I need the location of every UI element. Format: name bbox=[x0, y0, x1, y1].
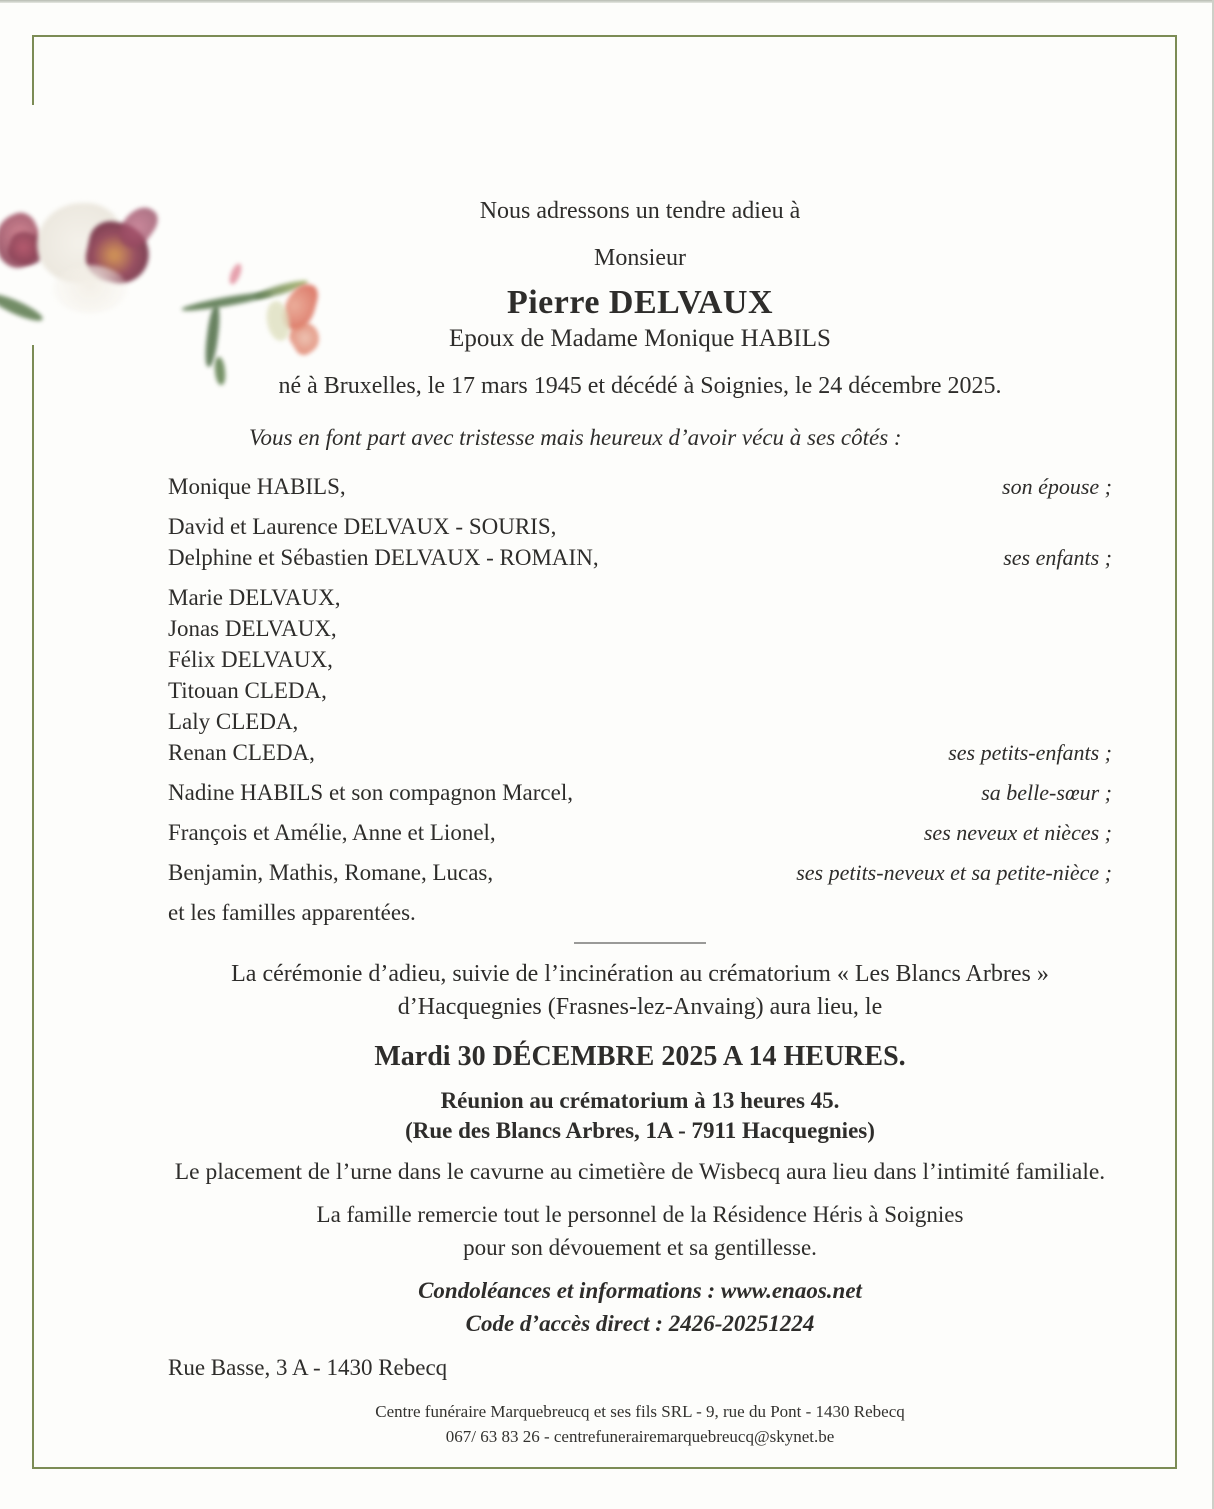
section-divider bbox=[574, 942, 706, 944]
family-group-sister-in-law bbox=[168, 777, 1112, 808]
family-member: Félix DELVAUX, bbox=[168, 647, 333, 672]
family-relation: son épouse ; bbox=[1002, 474, 1112, 499]
ceremony-line-1: La cérémonie d’adieu, suivie de l’incinération au crématorium « Les Blancs Arbres » bbox=[231, 961, 1049, 987]
family-group-spouse bbox=[168, 471, 1112, 502]
orchid-stem-icon bbox=[0, 290, 45, 325]
family-relation: ses petits-enfants ; bbox=[948, 740, 1112, 765]
family-member: Laly CLEDA, bbox=[168, 709, 299, 734]
family-member: Delphine et Sébastien DELVAUX - ROMAIN, bbox=[168, 545, 599, 570]
civility-line: Monsieur bbox=[594, 245, 686, 271]
family-relation: sa belle-sœur ; bbox=[981, 780, 1112, 805]
family-member: Marie DELVAUX, bbox=[168, 585, 341, 610]
family-member: Nadine HABILS et son compagnon Marcel, bbox=[168, 780, 573, 805]
family-relation: ses neveux et nièces ; bbox=[923, 820, 1112, 845]
funeral-home-address: Centre funéraire Marquebreucq et ses fils SRL - 9, rue du Pont - 1430 Rebecq bbox=[375, 1402, 905, 1421]
deceased-name: Pierre DELVAUX bbox=[506, 284, 774, 321]
urn-placement-line: Le placement de l’urne dans le cavurne au cimetière de Wisbecq aura lieu dans l’intimité familiale. bbox=[174, 1159, 1106, 1185]
announcement-content bbox=[168, 0, 1112, 1449]
meeting-line: Réunion au crématorium à 13 heures 45. bbox=[440, 1088, 840, 1113]
ceremony-details bbox=[168, 958, 1112, 1024]
family-group-grandnephews bbox=[168, 857, 1112, 888]
family-member: Benjamin, Mathis, Romane, Lucas, bbox=[168, 860, 494, 885]
family-group-nephews-nieces bbox=[168, 817, 1112, 848]
thanks-paragraph bbox=[168, 1198, 1112, 1264]
family-member: Renan CLEDA, bbox=[168, 740, 315, 765]
funeral-home-footer bbox=[168, 1399, 1112, 1449]
family-relation: ses petits-neveux et sa petite-nièce ; bbox=[796, 860, 1112, 885]
family-member: François et Amélie, Anne et Lionel, bbox=[168, 820, 496, 845]
spouse-line: Epoux de Madame Monique HABILS bbox=[449, 325, 831, 352]
family-group-related-families bbox=[168, 897, 1112, 928]
family-address: Rue Basse, 3 A - 1430 Rebecq bbox=[168, 1355, 448, 1380]
family-member: Jonas DELVAUX, bbox=[168, 616, 337, 641]
condolences-block bbox=[168, 1274, 1112, 1340]
family-relation: ses enfants ; bbox=[1003, 545, 1112, 570]
family-group-children bbox=[168, 511, 1112, 573]
family-member: Titouan CLEDA, bbox=[168, 678, 327, 703]
orchid-white-petal-icon bbox=[53, 265, 127, 313]
thanks-line-1: La famille remercie tout le personnel de la Résidence Héris à Soignies bbox=[316, 1202, 964, 1227]
ceremony-line-2: d’Hacquegnies (Frasnes-lez-Anvaing) aura lieu, le bbox=[397, 994, 883, 1020]
family-member: et les familles apparentées. bbox=[168, 900, 416, 925]
ceremony-datetime: Mardi 30 DÉCEMBRE 2025 A 14 HEURES. bbox=[374, 1041, 906, 1072]
thanks-line-2: pour son dévouement et sa gentillesse. bbox=[463, 1235, 817, 1260]
access-code-line: Code d’accès direct : 2426-20251224 bbox=[465, 1311, 815, 1336]
crematorium-address: (Rue des Blancs Arbres, 1A - 7911 Hacquegnies) bbox=[405, 1118, 875, 1143]
intro-line: Nous adressons un tendre adieu à bbox=[479, 198, 801, 224]
funeral-home-contact: 067/ 63 83 26 - centrefunerairemarquebreucq@skynet.be bbox=[445, 1427, 835, 1446]
announcement-line: Vous en font part avec tristesse mais heureux d’avoir vécu à ses côtés : bbox=[249, 425, 902, 450]
family-group-grandchildren bbox=[168, 582, 1112, 768]
condolences-line: Condoléances et informations : www.enaos.net bbox=[418, 1278, 862, 1303]
birth-death-line: né à Bruxelles, le 17 mars 1945 et décédé à Soignies, le 24 décembre 2025. bbox=[278, 373, 1002, 399]
family-member: David et Laurence DELVAUX - SOURIS, bbox=[168, 514, 557, 539]
family-list bbox=[168, 471, 1112, 928]
family-member: Monique HABILS, bbox=[168, 474, 346, 499]
